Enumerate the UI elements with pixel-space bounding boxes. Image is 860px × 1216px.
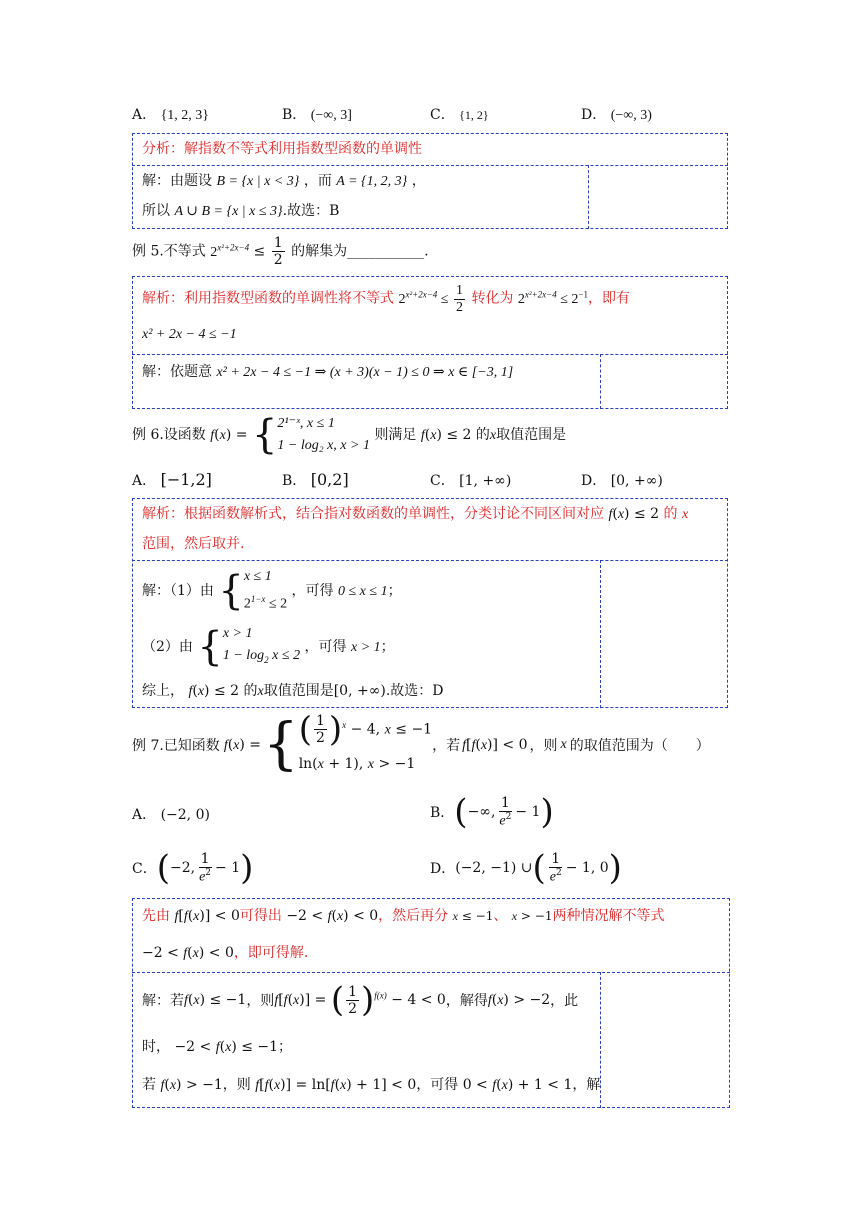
option-value: (−∞, 3] <box>310 108 352 123</box>
text: ，则 <box>529 738 558 754</box>
example-7-question: 例 7.已知函数 f(x) = { ( $\frac{1}{2}$ )$^x$ − 4, x ≤ −1 ln(x + 1), x > −1 ，若 f[f(x)] < 0 ，则 x 的取值范围为（ ） <box>132 709 710 777</box>
text: .故选：B <box>282 203 340 219</box>
text: ，然后再分 <box>378 908 449 924</box>
text: ，而 <box>303 173 332 189</box>
solution-line <box>142 361 513 381</box>
option-label: A． <box>132 107 157 123</box>
q4-option-d <box>581 104 652 124</box>
option-label: B． <box>430 805 455 821</box>
option-value: {1, 2, 3} <box>160 108 210 123</box>
divider <box>600 354 601 409</box>
text: 可得出 <box>239 908 282 924</box>
analysis-text: 先由 f[f(x)] < 0可得出 −2 < f(x) < 0，然后再分 x ≤ −1、 x > −1两种情况解不等式 <box>142 908 665 924</box>
math: 0 ≤ x ≤ 1 <box>338 583 388 599</box>
solution-line: 若 f(x) > −1，则 f[f(x)] = ln[f(x) + 1] < 0，可得 0 < f(x) + 1 < 1，解 <box>142 1077 601 1093</box>
text: 例 6.设函数 <box>132 427 206 443</box>
example-5-question: 例 5.不等式 $2^{x^2+2x-4}$ ≤ $\frac{1}{2}$ 的解集为___________. <box>132 235 429 268</box>
option-value: [1, +∞) <box>459 473 512 489</box>
text: 的取值范围为（ ） <box>569 738 710 754</box>
text: 所以 <box>142 203 170 219</box>
case: 1 − log₂ x, x > 1 <box>277 438 370 453</box>
text: 先由 <box>142 908 170 924</box>
math: A = {1, 2, 3} <box>336 174 408 189</box>
math: A ∪ B = {x | x ≤ 3} <box>174 204 283 219</box>
ex7-option-b: B． ( −∞, $\frac{1}{e^2}$ − 1 ) <box>430 792 554 832</box>
text: 两种情况解不等式 <box>552 908 665 924</box>
q4-option-b <box>282 104 352 124</box>
solution-line: 解：（1）由 { x ≤ 1 $2^{1-x} \le 2$ ，可得 0 ≤ x ≤ 1； <box>142 567 402 614</box>
text: 若 <box>142 1077 156 1093</box>
text: ，则 <box>222 1077 251 1093</box>
text: 例 5.不等式 <box>132 243 206 260</box>
option-label: C． <box>430 473 455 489</box>
math: [0, +∞) <box>333 683 386 699</box>
option-label: B． <box>282 473 307 489</box>
text: ； <box>278 1039 293 1055</box>
divider <box>588 165 589 229</box>
text: 时， <box>142 1039 170 1055</box>
text: 例 7.已知函数 <box>132 738 220 754</box>
option-label: B． <box>282 107 307 123</box>
option-value: (−2, 0) <box>160 807 210 823</box>
analysis-text: −2 < f(x) < 0，即可得解. <box>142 945 309 961</box>
ex6-option-d <box>581 470 663 490</box>
text: .故选：D <box>385 683 444 699</box>
text: 解：（1）由 <box>142 582 214 599</box>
text: ； <box>380 638 395 655</box>
solution-line <box>142 170 426 190</box>
ex7-option-d: D． (−2, −1) ∪ ( $\frac{1}{e^2}$ − 1, 0 ) <box>430 848 622 888</box>
option-value: [−1,2] <box>160 470 212 489</box>
text: 取值范围是 <box>496 427 567 443</box>
text: ； <box>387 582 402 599</box>
text: 转化为 <box>471 290 514 307</box>
math: B = {x | x < 3} <box>216 174 300 189</box>
text: ，可得 <box>304 638 347 655</box>
text: ，解得 <box>445 993 488 1009</box>
option-label: A． <box>132 807 157 823</box>
text: （2）由 <box>142 638 193 655</box>
ex6-option-c <box>430 470 511 490</box>
text: 解：若 <box>142 993 184 1009</box>
text: 取值范围是 <box>263 683 334 699</box>
option-value: [0,2] <box>310 470 349 489</box>
divider <box>600 560 601 708</box>
text: ，即可得解. <box>233 945 309 961</box>
text: 解析：利用指数型函数的单调性将不等式 <box>142 290 394 307</box>
solution-line: 解：若 f(x) ≤ −1 ，则 f[f(x)] = ( $\frac{1}{2}$ )$^{f(x)}$ − 4 < 0 ，解得 f(x) > −2 ，此 <box>142 980 579 1020</box>
solution-line: 时， −2 < f(x) ≤ −1； <box>142 1039 293 1055</box>
option-label: D． <box>430 861 456 877</box>
text: 的解集为___________. <box>291 243 429 260</box>
divider <box>132 165 728 166</box>
text: 解析：根据函数解析式，结合指对数函数的单调性，分类讨论不同区间对应 <box>142 506 604 522</box>
option-value: {1, 2} <box>459 108 489 122</box>
divider <box>132 354 728 355</box>
option-label: C． <box>430 107 455 123</box>
divider <box>132 560 728 561</box>
text: 、 <box>493 908 508 924</box>
text: ，若 <box>432 738 461 754</box>
q4-option-a <box>132 104 209 124</box>
ex6-option-a <box>132 470 212 490</box>
solution-line <box>142 200 339 220</box>
analysis-math: x² + 2x − 4 ≤ −1 <box>142 327 237 342</box>
option-label: C． <box>132 861 157 877</box>
solution-line: （2）由 { x > 1 $1 - \log_2 x \le 2$ ，可得 x > 1； <box>142 623 395 670</box>
analysis-text: 解析：利用指数型函数的单调性将不等式 $2^{x^2+2x-4}$ ≤ $\frac{1}{2}$ 转化为 $2^{x^2+2x-4} \le 2^{-1}$，即有 <box>142 283 630 315</box>
text: ， <box>411 173 426 189</box>
text: 则满足 <box>374 427 417 443</box>
analysis-text: 解析：根据函数解析式，结合指对数函数的单调性，分类讨论不同区间对应 f(x) ≤ 2 的 x <box>142 506 689 522</box>
math: x² + 2x − 4 ≤ −1 ⇒ (x + 3)(x − 1) ≤ 0 ⇒ x ∈ [−3, 1] <box>216 365 514 380</box>
example-6-question: 例 6.设函数 f(x) = { 2¹⁻ˣ, x ≤ 1 1 − log₂ x, x > 1 则满足 f(x) ≤ 2 的x取值范围是 <box>132 412 567 458</box>
ex6-option-b <box>282 470 349 490</box>
option-label: D． <box>581 473 607 489</box>
text: 综上， <box>142 683 184 699</box>
solution-line: 综上， f(x) ≤ 2 的x取值范围是[0, +∞).故选：D <box>142 683 444 699</box>
math: x > 1 <box>350 639 381 655</box>
option-value: [0, +∞) <box>610 473 663 489</box>
divider <box>132 972 730 973</box>
q4-option-c <box>430 104 489 124</box>
option-value: (−∞, 3) <box>610 108 652 123</box>
text: ，可得 <box>416 1077 459 1093</box>
analysis-text: 分析：解指数不等式利用指数型函数的单调性 <box>142 141 422 157</box>
case: 2¹⁻ˣ, x ≤ 1 <box>277 416 335 431</box>
analysis-text: 范围，然后取并. <box>142 536 245 552</box>
text: ，此 <box>550 993 579 1009</box>
text: 的 <box>663 506 678 522</box>
text: 的 <box>475 427 490 443</box>
option-label: D． <box>581 107 607 123</box>
text: ，即有 <box>588 290 630 307</box>
text: 解：由题设 <box>142 173 212 189</box>
text: ，可得 <box>291 582 334 599</box>
text: 的 <box>243 683 258 699</box>
option-label: A． <box>132 473 157 489</box>
text: 解：依题意 <box>142 364 212 380</box>
text: ，则 <box>246 993 275 1009</box>
ex7-option-c: C． ( −2, $\frac{1}{e^2}$ − 1 ) <box>132 848 254 888</box>
ex7-option-a <box>132 804 210 824</box>
text: ，解 <box>572 1077 601 1093</box>
